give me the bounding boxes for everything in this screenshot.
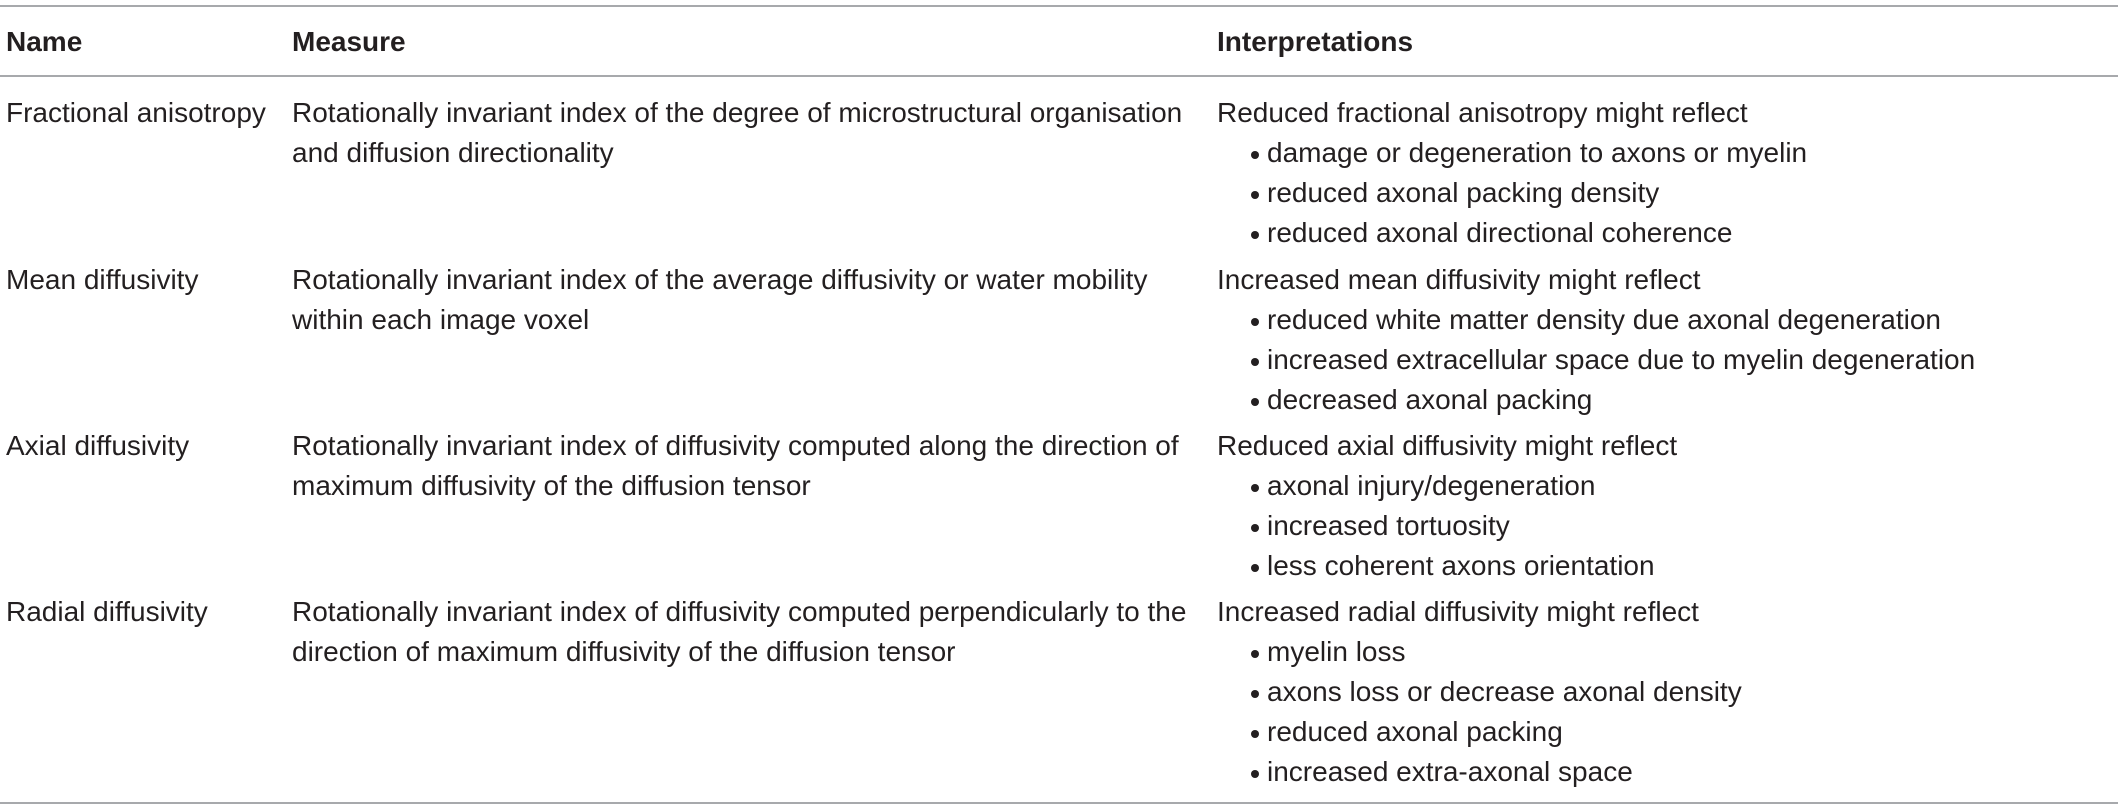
row-interpretations <box>1217 93 1807 253</box>
bullet-icon <box>1251 151 1259 159</box>
bullet-icon <box>1251 564 1259 572</box>
list-item: reduced axonal directional coherence <box>1217 213 1807 253</box>
table-bottom-rule <box>0 802 2118 804</box>
row-measure: Rotationally invariant index of the average diffusivity or water mobility within each image voxel <box>292 264 1148 335</box>
header-measure: Measure <box>292 26 406 57</box>
bullet-icon <box>1251 318 1259 326</box>
row-name: Axial diffusivity <box>6 430 190 461</box>
list-item: less coherent axons orientation <box>1217 546 1677 586</box>
row-interpretations <box>1217 426 1677 586</box>
row-interpretations <box>1217 592 1742 792</box>
interpretation-list <box>1217 133 1807 253</box>
bullet-icon <box>1251 484 1259 492</box>
header-name: Name <box>6 26 83 57</box>
bullet-icon <box>1251 231 1259 239</box>
row-name: Mean diffusivity <box>6 264 199 295</box>
row-name: Fractional anisotropy <box>6 97 266 128</box>
bullet-icon <box>1251 730 1259 738</box>
list-item: myelin loss <box>1217 632 1742 672</box>
row-name: Radial diffusivity <box>6 596 208 627</box>
header-interpretations: Interpretations <box>1217 26 1414 57</box>
interpretation-intro: Reduced axial diffusivity might reflect <box>1217 430 1678 461</box>
row-measure: Rotationally invariant index of the degree of microstructural organisation and diffusion directionality <box>292 97 1183 168</box>
interpretation-intro: Increased mean diffusivity might reflect <box>1217 264 1701 295</box>
interpretation-intro: Reduced fractional anisotropy might reflect <box>1217 97 1748 128</box>
row-measure: Rotationally invariant index of diffusivity computed perpendicularly to the direction of maximum diffusivity of the diffusion tensor <box>292 596 1187 667</box>
row-measure: Rotationally invariant index of diffusivity computed along the direction of maximum diffusivity of the diffusion tensor <box>292 430 1179 501</box>
bullet-icon <box>1251 690 1259 698</box>
interpretation-list <box>1217 632 1742 792</box>
list-item: reduced axonal packing <box>1217 712 1742 752</box>
bullet-icon <box>1251 398 1259 406</box>
bullet-icon <box>1251 770 1259 778</box>
list-item: axons loss or decrease axonal density <box>1217 672 1742 712</box>
bullet-icon <box>1251 650 1259 658</box>
interpretation-list <box>1217 466 1677 586</box>
bullet-icon <box>1251 524 1259 532</box>
header-bottom-rule <box>0 75 2118 77</box>
list-item: increased tortuosity <box>1217 506 1677 546</box>
list-item: decreased axonal packing <box>1217 380 1975 420</box>
list-item: increased extra-axonal space <box>1217 752 1742 792</box>
list-item: axonal injury/degeneration <box>1217 466 1677 506</box>
list-item: damage or degeneration to axons or myelin <box>1217 133 1807 173</box>
list-item: increased extracellular space due to myelin degeneration <box>1217 340 1975 380</box>
table-top-rule <box>0 5 2118 7</box>
bullet-icon <box>1251 358 1259 366</box>
bullet-icon <box>1251 191 1259 199</box>
interpretation-intro: Increased radial diffusivity might reflect <box>1217 596 1699 627</box>
row-interpretations <box>1217 260 1975 420</box>
interpretation-list <box>1217 300 1975 420</box>
list-item: reduced white matter density due axonal degeneration <box>1217 300 1975 340</box>
list-item: reduced axonal packing density <box>1217 173 1807 213</box>
